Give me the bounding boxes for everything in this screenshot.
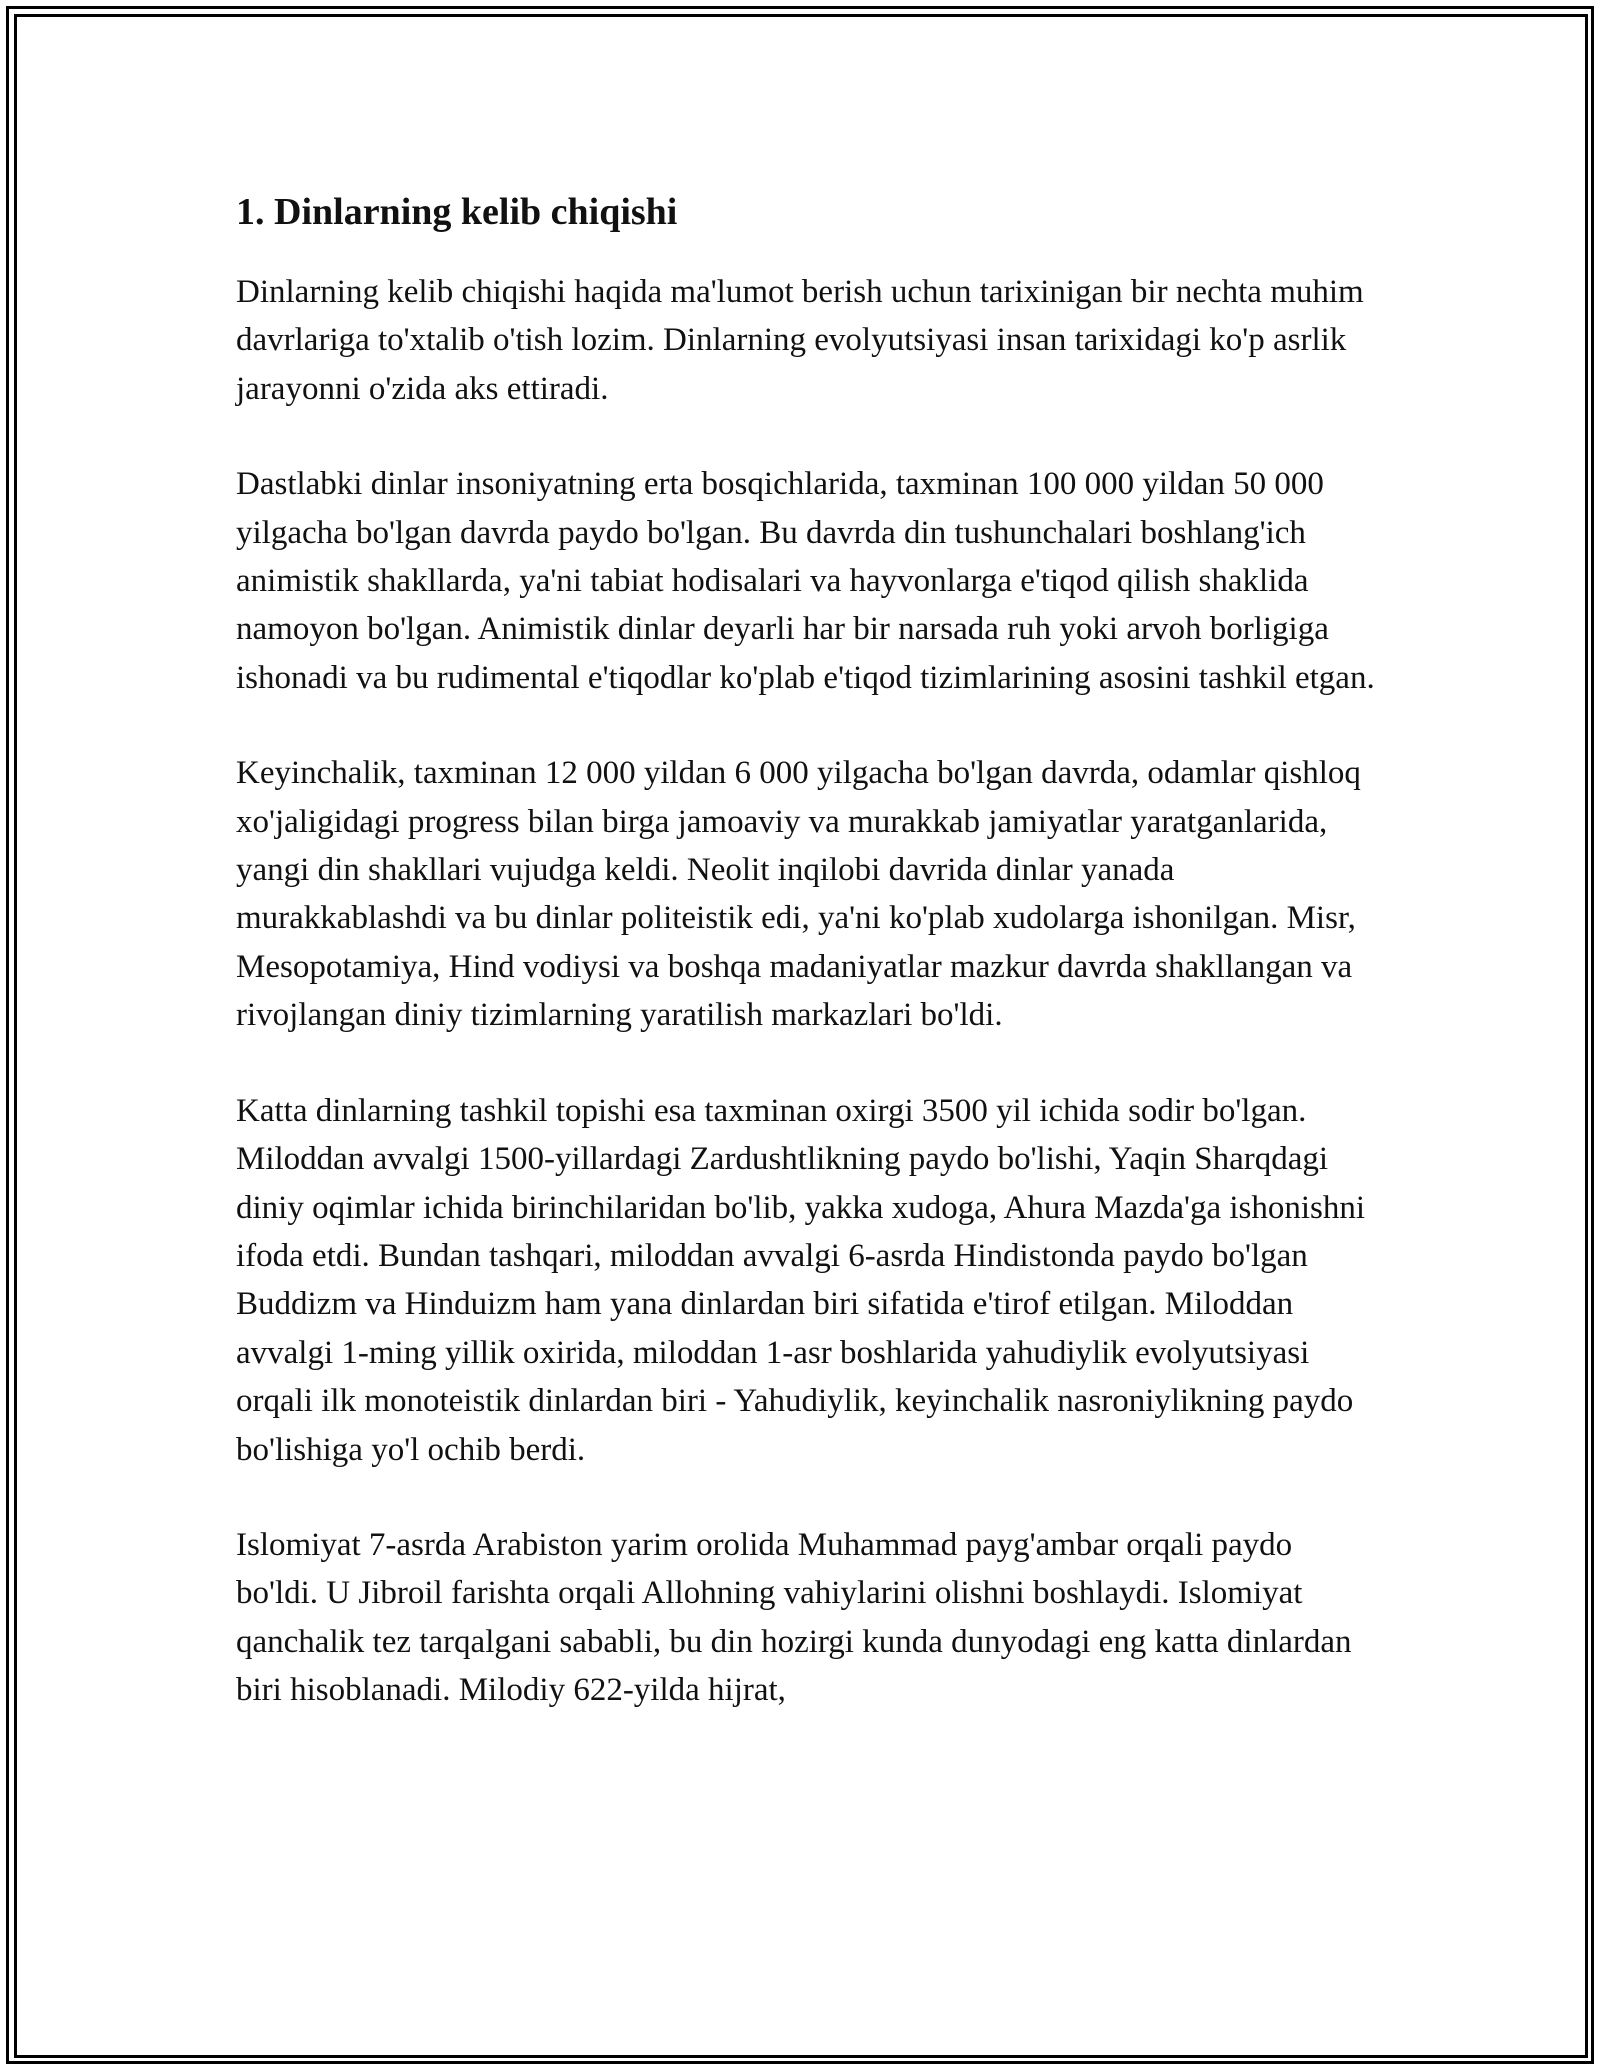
section-heading: 1. Dinlarning kelib chiqishi <box>236 191 678 233</box>
paragraph-intro: Dinlarning kelib chiqishi haqida ma'lumot berish uchun tarixinigan bir nechta muhim davrlariga to'xtalib o'tish lozim. Dinlarning evolyutsiyasi insan tarixidagi ko'p asrlik jarayonni o'zida aks ettiradi. <box>236 274 1364 407</box>
paragraph-neolithic: Keyinchalik, taxminan 12 000 yildan 6 000 yilgacha bo'lgan davrda, odamlar qishloq xo'jaligidagi progress bilan birga jamoaviy va murakkab jamiyatlar yaratganlarida, yangi din shakllari vujudga keldi. Neolit inqilobi davrida dinlar yanada murakkablashdi va bu dinlar politeistik edi, ya'ni ko'plab xudolarga ishonilgan. Misr, Mesopotamiya, Hind vodiysi va boshqa madaniyatlar mazkur davrda shakllangan va rivojlangan diniy tizimlarning yaratilish markazlari bo'ldi. <box>236 755 1361 1034</box>
paragraph-islam: Islomiyat 7-asrda Arabiston yarim orolida Muhammad payg'ambar orqali paydo bo'ldi. U Jibroil farishta orqali Allohning vahiylarini olishni boshlaydi. Islomiyat qanchalik tez tarqalgani sababli, bu din hozirgi kunda dunyodagi eng katta dinlardan biri hisoblanadi. Milodiy 622-yilda hijrat, <box>236 1526 1352 1709</box>
document-body <box>236 186 1376 1715</box>
paragraph-major-religions: Katta dinlarning tashkil topishi esa taxminan oxirgi 3500 yil ichida sodir bo'lgan. Miloddan avvalgi 1500-yillardagi Zardushtlikning paydo bo'lishi, Yaqin Sharqdagi diniy oqimlar ichida birinchilaridan bo'lib, yakka xudoga, Ahura Mazda'ga ishonishni ifoda etdi. Bundan tashqari, miloddan avvalgi 6-asrda Hindistonda paydo bo'lgan Buddizm va Hinduizm ham yana dinlardan biri sifatida e'tirof etilgan. Miloddan avvalgi 1-ming yillik oxirida, miloddan 1-asr boshlarida yahudiylik evolyutsiyasi orqali ilk monoteistik dinlardan biri - Yahudiylik, keyinchalik nasroniylikning paydo bo'lishiga yo'l ochib berdi. <box>236 1092 1366 1468</box>
paragraph-early-religions: Dastlabki dinlar insoniyatning erta bosqichlarida, taxminan 100 000 yildan 50 000 yilgacha bo'lgan davrda paydo bo'lgan. Bu davrda din tushunchalari boshlang'ich animistik shakllarda, ya'ni tabiat hodisalari va hayvonlarga e'tiqod qilish shaklida namoyon bo'lgan. Animistik dinlar deyarli har bir narsada ruh yoki arvoh borligiga ishonadi va bu rudimental e'tiqodlar ko'plab e'tiqod tizimlarining asosini tashkil etgan. <box>236 466 1375 696</box>
